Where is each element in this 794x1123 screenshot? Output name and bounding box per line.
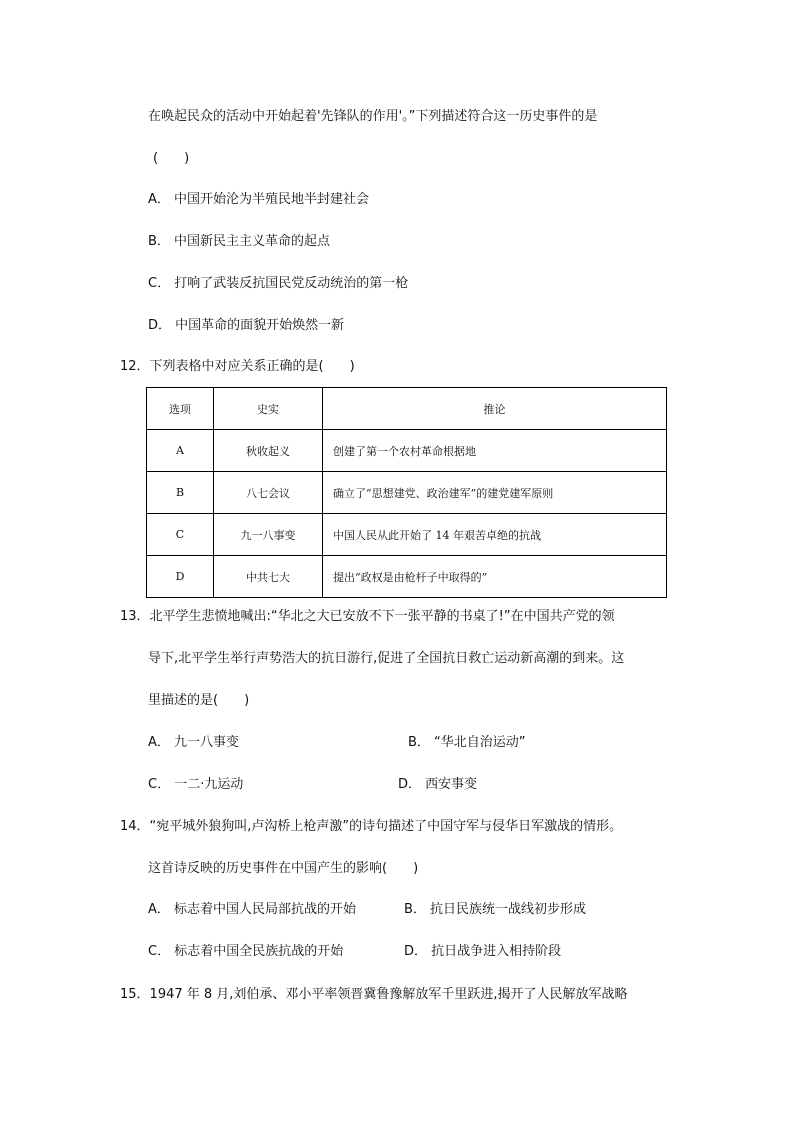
q12-stem: 12．下列表格中对应关系正确的是( )	[120, 359, 355, 374]
q11-stem-line: 在唤起民众的活动中开始起着'先锋队的作用'。”下列描述符合这一历史事件的是	[148, 109, 598, 124]
row-option: B	[147, 472, 214, 514]
row-fact: 中共七大	[214, 556, 323, 598]
row-fact: 秋收起义	[214, 430, 323, 472]
q11-option-b: B． 中国新民主主义革命的起点	[148, 234, 331, 249]
q12-table	[146, 387, 667, 598]
q14-option-a: A． 标志着中国人民局部抗战的开始	[148, 902, 357, 917]
row-fact: 九一八事变	[214, 514, 323, 556]
table-header-row	[147, 388, 667, 430]
q13-option-d: D． 西安事变	[398, 777, 478, 792]
q14-option-c: C． 标志着中国全民族抗战的开始	[148, 944, 344, 959]
table-row	[147, 556, 667, 598]
q13-stem-line-3: 里描述的是( )	[148, 693, 250, 708]
q11-option-d: D． 中国革命的面貌开始焕然一新	[148, 318, 345, 333]
q11-option-a: A． 中国开始沦为半殖民地半封建社会	[148, 192, 370, 207]
q11-answer-bracket: ( )	[153, 151, 190, 166]
row-inference: 创建了第一个农村革命根据地	[323, 430, 667, 472]
q15-stem-line-1: 15．1947 年 8 月,刘伯承、邓小平率领晋冀鲁豫解放军千里跃进,揭开了人民解放军战略	[120, 987, 628, 1002]
header-fact: 史实	[214, 388, 323, 430]
row-option: A	[147, 430, 214, 472]
header-option: 选项	[147, 388, 214, 430]
row-option: D	[147, 556, 214, 598]
q14-stem-line-1: 14．“宛平城外狼狗叫,卢沟桥上枪声激”的诗句描述了中国守军与侵华日军激战的情形。	[120, 819, 623, 834]
q14-stem-line-2: 这首诗反映的历史事件在中国产生的影响( )	[148, 861, 419, 876]
q14-option-b: B． 抗日民族统一战线初步形成	[404, 902, 587, 917]
table-row	[147, 472, 667, 514]
row-option: C	[147, 514, 214, 556]
table-row	[147, 514, 667, 556]
q13-option-c: C． 一二·九运动	[148, 777, 244, 792]
q14-option-d: D． 抗日战争进入相持阶段	[404, 944, 562, 959]
row-inference: 确立了“思想建党、政治建军”的建党建军原则	[323, 472, 667, 514]
q11-option-c: C． 打响了武装反抗国民党反动统治的第一枪	[148, 276, 409, 291]
q13-stem-line-1: 13．北平学生悲愤地喊出:“华北之大已安放不下一张平静的书桌了!”在中国共产党的领	[120, 609, 615, 624]
row-inference: 提出“政权是由枪杆子中取得的”	[323, 556, 667, 598]
q13-option-a: A． 九一八事变	[148, 735, 240, 750]
row-fact: 八七会议	[214, 472, 323, 514]
header-inference: 推论	[323, 388, 667, 430]
table-row	[147, 430, 667, 472]
row-inference: 中国人民从此开始了 14 年艰苦卓绝的抗战	[323, 514, 667, 556]
q13-stem-line-2: 导下,北平学生举行声势浩大的抗日游行,促进了全国抗日救亡运动新高潮的到来。这	[148, 651, 625, 666]
q13-option-b: B． “华北自治运动”	[408, 735, 526, 750]
